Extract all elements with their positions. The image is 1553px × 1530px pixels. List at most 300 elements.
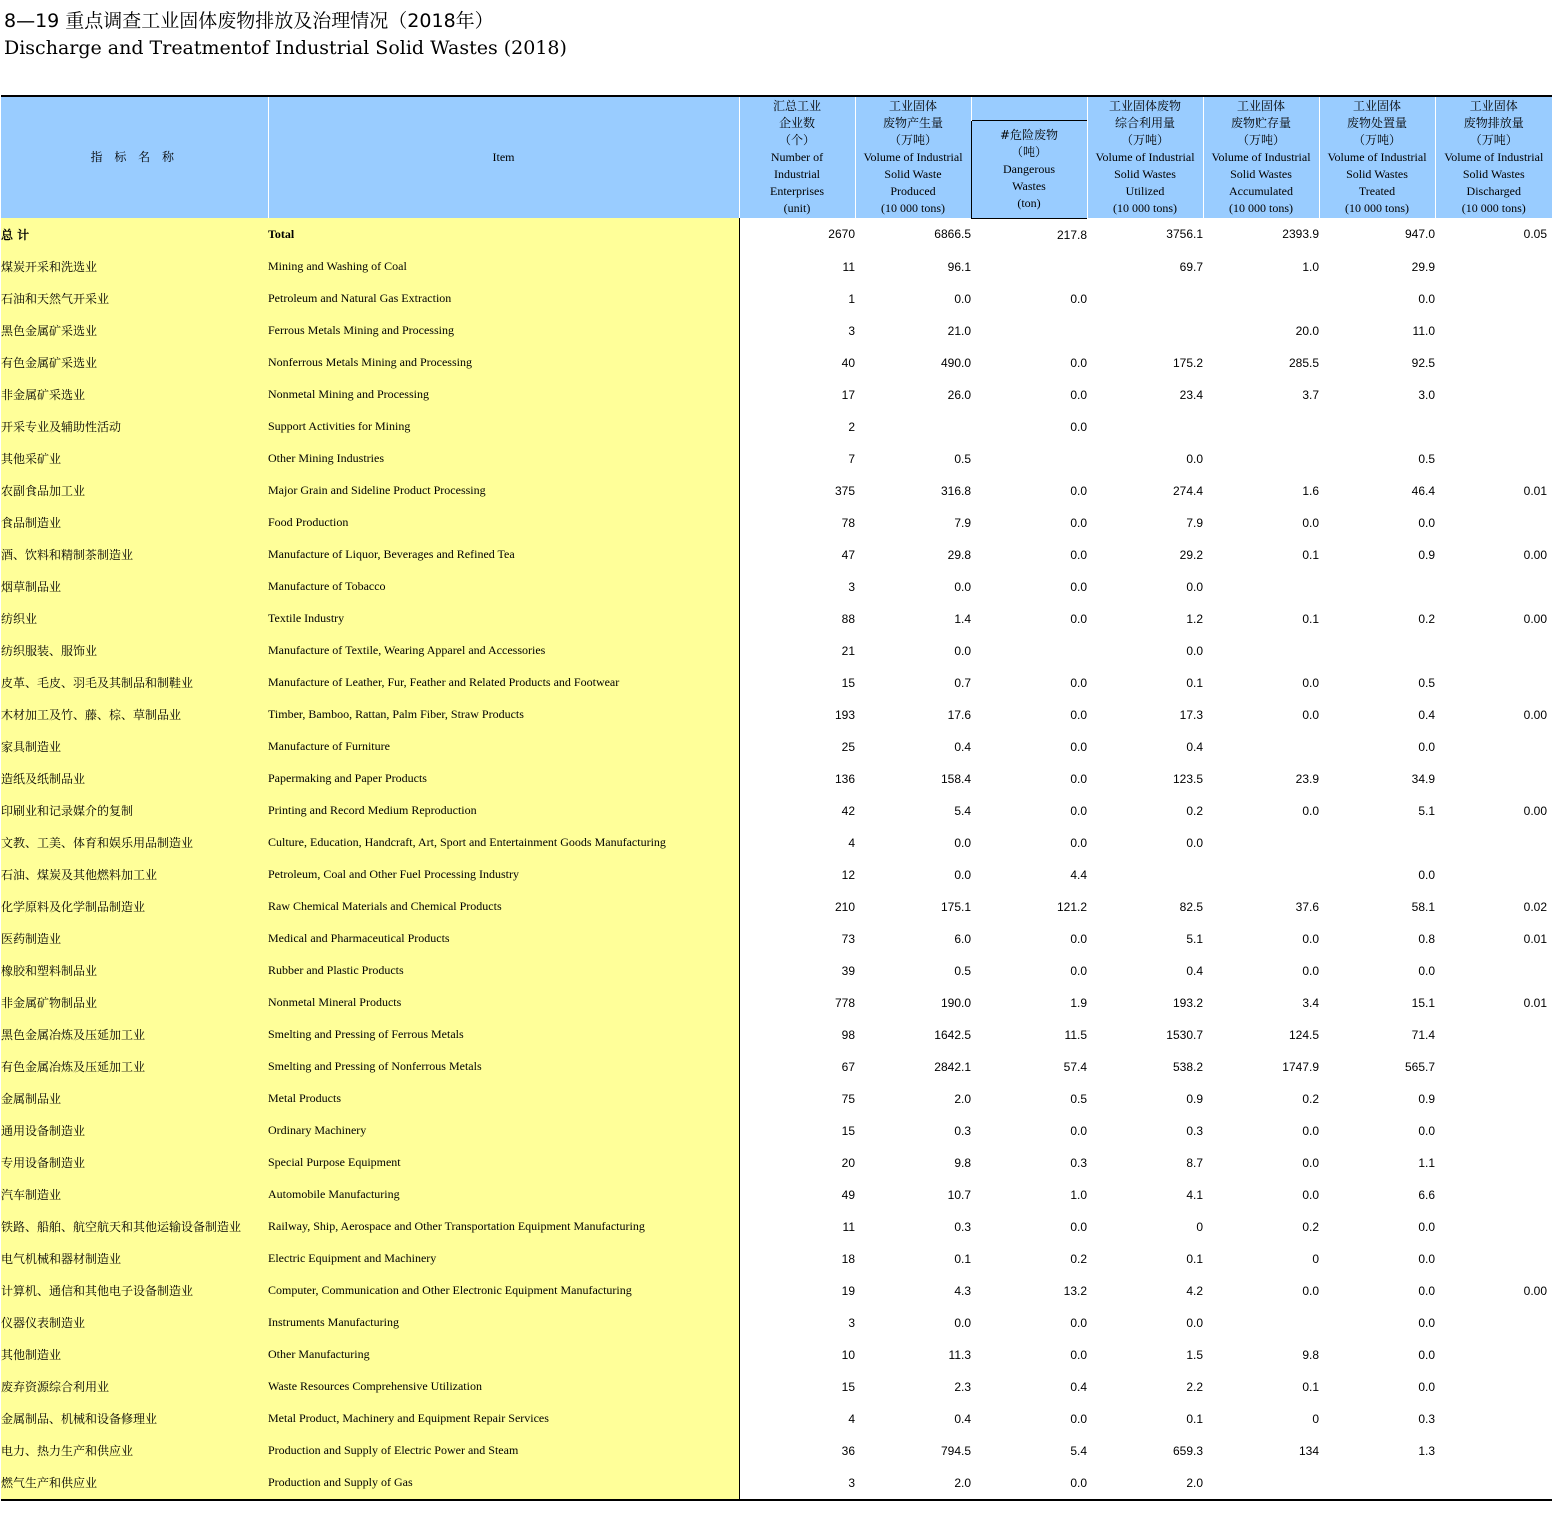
- row-label-cn: 总 计: [1, 218, 268, 251]
- row-label-en: Major Grain and Sideline Product Processing: [268, 475, 739, 507]
- row-label-cn: 食品制造业: [1, 507, 268, 539]
- cell-value: 0.1: [1186, 675, 1203, 690]
- row-label-en: Culture, Education, Handcraft, Art, Sport and Entertainment Goods Manufacturing: [268, 827, 739, 859]
- header-line: Produced: [890, 184, 936, 198]
- row-label-en: Food Production: [268, 507, 739, 539]
- table-row: [1, 635, 1552, 667]
- cell-value: 6.6: [1418, 1187, 1435, 1202]
- cell-value: 0.9: [1418, 1091, 1435, 1106]
- cell-value: 0.0: [1418, 1379, 1435, 1394]
- cell-value: 46.4: [1411, 483, 1435, 498]
- cell-value: [1203, 827, 1319, 859]
- cell-value: 0.0: [1302, 675, 1319, 690]
- cell-value: [1319, 827, 1435, 859]
- cell-value: [1435, 1467, 1552, 1500]
- row-label-en: Manufacture of Tobacco: [268, 571, 739, 603]
- cell-value: 0.0: [1418, 1251, 1435, 1266]
- cell-value: [1435, 635, 1552, 667]
- row-label-cn: 开采专业及辅助性活动: [1, 411, 268, 443]
- cell-value: 0.0: [1418, 1283, 1435, 1298]
- cell-value: 2: [848, 419, 855, 434]
- cell-value: 0.5: [954, 451, 971, 466]
- cell-value: 0.0: [1302, 707, 1319, 722]
- cell-value: [1087, 411, 1203, 443]
- row-label-en: Other Manufacturing: [268, 1339, 739, 1371]
- cell-value: [1435, 859, 1552, 891]
- cell-value: [1435, 1179, 1552, 1211]
- cell-value: 1.4: [954, 611, 971, 626]
- header-line: 工业固体: [1352, 99, 1401, 113]
- cell-value: [1435, 827, 1552, 859]
- row-label-en: Production and Supply of Gas: [268, 1467, 739, 1500]
- cell-value: 40: [841, 355, 855, 370]
- cell-value: 0.0: [1418, 515, 1435, 530]
- table-row: [1, 1435, 1552, 1467]
- table-row: [1, 1467, 1552, 1500]
- cell-value: 82.5: [1179, 899, 1203, 914]
- header-line: （万吨）: [888, 133, 937, 147]
- cell-value: 1.2: [1186, 611, 1203, 626]
- cell-value: 92.5: [1411, 355, 1435, 370]
- cell-value: 0.0: [1070, 1315, 1087, 1330]
- row-label-en: Automobile Manufacturing: [268, 1179, 739, 1211]
- cell-value: 3: [848, 579, 855, 594]
- table-row: [1, 283, 1552, 315]
- cell-value: 0.1: [1186, 1411, 1203, 1426]
- cell-value: 2.0: [954, 1091, 971, 1106]
- cell-value: 0.0: [1070, 675, 1087, 690]
- row-label-cn: 汽车制造业: [1, 1179, 268, 1211]
- header-line: Volume of Industrial: [1095, 150, 1195, 164]
- cell-value: 0.0: [1418, 739, 1435, 754]
- cell-value: 3: [739, 1467, 855, 1500]
- cell-value: 3756.1: [1166, 227, 1203, 242]
- cell-value: 21: [841, 643, 855, 658]
- cell-value: 1.5: [1186, 1347, 1203, 1362]
- row-label-en: Timber, Bamboo, Rattan, Palm Fiber, Straw Products: [268, 699, 739, 731]
- cell-value: 15: [841, 1379, 855, 1394]
- cell-value: 11.0: [1412, 323, 1435, 338]
- cell-value: [1435, 1243, 1552, 1275]
- row-label-en: Manufacture of Liquor, Beverages and Refined Tea: [268, 539, 739, 571]
- row-label-cn: 农副食品加工业: [1, 475, 268, 507]
- cell-value: [1435, 955, 1552, 987]
- row-label-en: Nonferrous Metals Mining and Processing: [268, 347, 739, 379]
- row-label-cn: 铁路、船舶、航空航天和其他运输设备制造业: [1, 1211, 268, 1243]
- cell-value: 0.4: [1186, 739, 1203, 754]
- cell-value: [1319, 571, 1435, 603]
- cell-value: 34.9: [1411, 771, 1435, 786]
- cell-value: 3: [848, 1315, 855, 1330]
- row-label-en: Smelting and Pressing of Nonferrous Metals: [268, 1051, 739, 1083]
- cell-value: 947.0: [1404, 227, 1435, 242]
- cell-value: [971, 443, 1087, 475]
- table-row: [1, 379, 1552, 411]
- cell-value: 0.2: [1302, 1091, 1319, 1106]
- table-row: [1, 1051, 1552, 1083]
- cell-value: 4: [848, 835, 855, 850]
- cell-value: 23.4: [1179, 387, 1203, 402]
- row-label-cn: 文教、工美、体育和娱乐用品制造业: [1, 827, 268, 859]
- row-label-en: Textile Industry: [268, 603, 739, 635]
- data-table: [1, 95, 1552, 1501]
- cell-value: 0.00: [1523, 611, 1547, 626]
- cell-value: 9.8: [954, 1155, 971, 1170]
- cell-value: 0.0: [1418, 1315, 1435, 1330]
- cell-value: 158.4: [940, 771, 971, 786]
- cell-value: 3: [848, 323, 855, 338]
- cell-value: 7: [848, 451, 855, 466]
- table-row: [1, 1275, 1552, 1307]
- table-row: [1, 1339, 1552, 1371]
- header-line: Wastes: [1012, 178, 1046, 193]
- cell-value: 0.0: [1186, 451, 1203, 466]
- header-dangerous: [971, 120, 1087, 218]
- cell-value: 0.4: [954, 1411, 971, 1426]
- cell-value: [1319, 635, 1435, 667]
- cell-value: 0: [1312, 1411, 1319, 1426]
- cell-value: 9.8: [1302, 1347, 1319, 1362]
- row-label-cn: 酒、饮料和精制茶制造业: [1, 539, 268, 571]
- header-line: Accumulated: [1229, 184, 1293, 198]
- cell-value: [1435, 251, 1552, 283]
- cell-value: [1435, 1019, 1552, 1051]
- header-line: #危险废物: [999, 127, 1059, 142]
- cell-value: 0.0: [1070, 387, 1087, 402]
- header-line: Volume of Industrial: [1211, 150, 1311, 164]
- row-label-en: Manufacture of Leather, Fur, Feather and Related Products and Footwear: [268, 667, 739, 699]
- header-line: (10 000 tons): [1461, 201, 1526, 215]
- row-label-en: Special Purpose Equipment: [268, 1147, 739, 1179]
- table-row: [1, 699, 1552, 731]
- row-label-en: Other Mining Industries: [268, 443, 739, 475]
- cell-value: 0.0: [1070, 515, 1087, 530]
- row-label-en: Medical and Pharmaceutical Products: [268, 923, 739, 955]
- table-row: [1, 251, 1552, 283]
- cell-value: [1435, 1371, 1552, 1403]
- cell-value: 19: [841, 1283, 855, 1298]
- cell-value: [1087, 315, 1203, 347]
- cell-value: 0.4: [1186, 963, 1203, 978]
- row-label-cn: 其他制造业: [1, 1339, 268, 1371]
- cell-value: 47: [841, 547, 855, 562]
- row-label-en: Electric Equipment and Machinery: [268, 1243, 739, 1275]
- table-row: [1, 763, 1552, 795]
- cell-value: 23.9: [1295, 771, 1319, 786]
- row-label-en: Manufacture of Furniture: [268, 731, 739, 763]
- cell-value: [1203, 1307, 1319, 1339]
- cell-value: 0.0: [1070, 579, 1087, 594]
- cell-value: 0.0: [1070, 291, 1087, 306]
- table-row: [1, 443, 1552, 475]
- cell-value: 121.2: [1056, 899, 1087, 914]
- table-row: [1, 411, 1552, 443]
- cell-value: 0.0: [1070, 1347, 1087, 1362]
- table-row: [1, 923, 1552, 955]
- cell-value: 0.4: [954, 739, 971, 754]
- cell-value: [971, 315, 1087, 347]
- cell-value: 0.0: [954, 867, 971, 882]
- header-line: Treated: [1358, 184, 1396, 198]
- table-row: [1, 475, 1552, 507]
- header-discharged: [1435, 96, 1552, 218]
- cell-value: 10.7: [947, 1187, 971, 1202]
- cell-value: 0.0: [1070, 355, 1087, 370]
- header-item-cn: 指 标 名 称: [1, 96, 268, 218]
- table-row: [1, 1307, 1552, 1339]
- cell-value: 8.7: [1186, 1155, 1203, 1170]
- cell-value: [1435, 347, 1552, 379]
- cell-value: [855, 411, 971, 443]
- cell-value: 1.9: [1070, 995, 1087, 1010]
- row-label-cn: 化学原料及化学制品制造业: [1, 891, 268, 923]
- cell-value: 0.3: [1418, 1411, 1435, 1426]
- cell-value: 0.0: [1186, 1315, 1203, 1330]
- header-line: (10 000 tons): [1229, 201, 1293, 215]
- cell-value: 29.9: [1411, 259, 1435, 274]
- cell-value: 0.0: [954, 579, 971, 594]
- cell-value: 0.0: [1070, 803, 1087, 818]
- row-label-en: Rubber and Plastic Products: [268, 955, 739, 987]
- cell-value: 0.5: [1418, 451, 1435, 466]
- row-label-en: Production and Supply of Electric Power and Steam: [268, 1435, 739, 1467]
- cell-value: 2.0: [1087, 1467, 1203, 1500]
- row-label-en: Metal Products: [268, 1083, 739, 1115]
- cell-value: 0.0: [1070, 1219, 1087, 1234]
- cell-value: [1435, 1403, 1552, 1435]
- cell-value: 4.1: [1186, 1187, 1203, 1202]
- row-label-cn: 纺织服装、服饰业: [1, 635, 268, 667]
- header-utilized: [1087, 96, 1203, 218]
- cell-value: 2.0: [855, 1467, 971, 1500]
- header-line: Discharged: [1466, 184, 1521, 198]
- cell-value: 0.9: [1186, 1091, 1203, 1106]
- cell-value: 0: [1196, 1219, 1203, 1234]
- cell-value: 136: [834, 771, 855, 786]
- cell-value: [971, 251, 1087, 283]
- cell-value: 5.4: [1070, 1443, 1087, 1458]
- cell-value: [971, 635, 1087, 667]
- cell-value: 0.01: [1523, 483, 1547, 498]
- cell-value: [1435, 731, 1552, 763]
- cell-value: 0.2: [1070, 1251, 1087, 1266]
- table-row: [1, 987, 1552, 1019]
- cell-value: 3.4: [1302, 995, 1319, 1010]
- cell-value: 0.0: [954, 643, 971, 658]
- cell-value: [1203, 411, 1319, 443]
- header-line: 汇总工业: [772, 99, 821, 113]
- cell-value: 0.2: [1186, 803, 1203, 818]
- cell-value: 0.0: [1302, 931, 1319, 946]
- cell-value: 0.0: [1070, 835, 1087, 850]
- header-line: Volume of Industrial: [863, 150, 963, 164]
- cell-value: 3.7: [1302, 387, 1319, 402]
- cell-value: 175.1: [940, 899, 971, 914]
- cell-value: [1435, 763, 1552, 795]
- row-label-cn: 印刷业和记录媒介的复制: [1, 795, 268, 827]
- cell-value: 2.2: [1186, 1379, 1203, 1394]
- cell-value: 0.0: [1418, 1347, 1435, 1362]
- cell-value: 0.0: [1186, 643, 1203, 658]
- row-label-en: Mining and Washing of Coal: [268, 251, 739, 283]
- table-row: [1, 1019, 1552, 1051]
- cell-value: 0.0: [1070, 931, 1087, 946]
- cell-value: 0.00: [1523, 547, 1547, 562]
- table-row: [1, 315, 1552, 347]
- row-label-cn: 黑色金属矿采选业: [1, 315, 268, 347]
- header-line: 工业固体: [1469, 99, 1518, 113]
- row-label-cn: 计算机、通信和其他电子设备制造业: [1, 1275, 268, 1307]
- cell-value: 0.9: [1418, 547, 1435, 562]
- cell-value: 11.5: [1064, 1027, 1087, 1042]
- cell-value: [1203, 571, 1319, 603]
- cell-value: 0.0: [954, 291, 971, 306]
- header-line: 废物贮存量: [1230, 116, 1291, 130]
- table-row: [1, 955, 1552, 987]
- row-label-en: Ordinary Machinery: [268, 1115, 739, 1147]
- header-line: 企业数: [778, 116, 815, 130]
- cell-value: 0.00: [1523, 1283, 1547, 1298]
- cell-value: 7.9: [954, 515, 971, 530]
- header-line: （个）: [778, 133, 815, 147]
- cell-value: 0.0: [1418, 963, 1435, 978]
- row-label-cn: 非金属矿采选业: [1, 379, 268, 411]
- cell-value: 88: [841, 611, 855, 626]
- cell-value: 6.0: [954, 931, 971, 946]
- cell-value: [1435, 1339, 1552, 1371]
- cell-value: 0.0: [954, 835, 971, 850]
- cell-value: 778: [834, 995, 855, 1010]
- row-label-cn: 家具制造业: [1, 731, 268, 763]
- header-line: Industrial: [774, 167, 820, 181]
- row-label-en: Petroleum, Coal and Other Fuel Processing Industry: [268, 859, 739, 891]
- cell-value: 5.4: [954, 803, 971, 818]
- cell-value: 0.00: [1523, 707, 1547, 722]
- cell-value: [1435, 667, 1552, 699]
- cell-value: 1: [848, 291, 855, 306]
- cell-value: 20: [841, 1155, 855, 1170]
- cell-value: 190.0: [940, 995, 971, 1010]
- cell-value: 316.8: [940, 483, 971, 498]
- cell-value: 0.0: [1070, 483, 1087, 498]
- cell-value: 0.0: [1070, 419, 1087, 434]
- cell-value: 0.1: [1302, 547, 1319, 562]
- row-label-cn: 废弃资源综合利用业: [1, 1371, 268, 1403]
- cell-value: 3.0: [1418, 387, 1435, 402]
- cell-value: 0.0: [1418, 291, 1435, 306]
- cell-value: [1435, 507, 1552, 539]
- row-label-en: Petroleum and Natural Gas Extraction: [268, 283, 739, 315]
- row-label-cn: 造纸及纸制品业: [1, 763, 268, 795]
- table-row: [1, 539, 1552, 571]
- cell-value: 1.3: [1418, 1443, 1435, 1458]
- cell-value: 2670: [828, 227, 855, 242]
- cell-value: 0.0: [1070, 707, 1087, 722]
- row-label-en: Printing and Record Medium Reproduction: [268, 795, 739, 827]
- row-label-cn: 通用设备制造业: [1, 1115, 268, 1147]
- header-line: （吨）: [1010, 144, 1047, 159]
- cell-value: 1.1: [1418, 1155, 1435, 1170]
- cell-value: 0.0: [1418, 1123, 1435, 1138]
- header-line: Number of: [770, 150, 824, 164]
- cell-value: 2393.9: [1282, 227, 1319, 242]
- header-line: (10 000 tons): [881, 201, 945, 215]
- row-label-en: Total: [268, 218, 739, 251]
- cell-value: 0.0: [954, 1315, 971, 1330]
- cell-value: [1435, 571, 1552, 603]
- row-label-cn: 纺织业: [1, 603, 268, 635]
- cell-value: 0.5: [1070, 1091, 1087, 1106]
- cell-value: 1747.9: [1282, 1059, 1319, 1074]
- cell-value: 0.0: [1070, 739, 1087, 754]
- cell-value: [1435, 1211, 1552, 1243]
- cell-value: 0.4: [1418, 707, 1435, 722]
- cell-value: 4.4: [1070, 867, 1087, 882]
- cell-value: 21.0: [947, 323, 971, 338]
- cell-value: 18: [841, 1251, 855, 1266]
- cell-value: 0.0: [1070, 547, 1087, 562]
- cell-value: 1.6: [1302, 483, 1319, 498]
- header-line: Solid Wastes: [1462, 167, 1525, 181]
- row-label-cn: 橡胶和塑料制品业: [1, 955, 268, 987]
- cell-value: 375: [834, 483, 855, 498]
- table-row: [1, 731, 1552, 763]
- cell-value: [1435, 283, 1552, 315]
- cell-value: 10: [841, 1347, 855, 1362]
- cell-value: [1435, 443, 1552, 475]
- cell-value: 5.1: [1418, 803, 1435, 818]
- cell-value: 0.8: [1418, 931, 1435, 946]
- header-line: （万吨）: [1236, 133, 1285, 147]
- cell-value: 0.3: [1186, 1123, 1203, 1138]
- cell-value: 134: [1298, 1443, 1319, 1458]
- row-label-cn: 煤炭开采和洗选业: [1, 251, 268, 283]
- cell-value: 210: [834, 899, 855, 914]
- cell-value: 75: [841, 1091, 855, 1106]
- header-line: Volume of Industrial: [1444, 150, 1544, 164]
- header-line: Volume of Industrial: [1327, 150, 1427, 164]
- cell-value: 217.8: [1056, 227, 1087, 242]
- cell-value: 0: [1312, 1251, 1319, 1266]
- cell-value: 57.4: [1063, 1059, 1087, 1074]
- cell-value: 0.0: [1070, 963, 1087, 978]
- cell-value: 0.3: [954, 1123, 971, 1138]
- header-line: Solid Wastes: [1114, 167, 1176, 181]
- cell-value: 0.0: [1418, 867, 1435, 882]
- header-line: 工业固体废物: [1108, 99, 1181, 113]
- cell-value: [1435, 315, 1552, 347]
- header-line: （万吨）: [1352, 133, 1401, 147]
- header-line: 废物排放量: [1463, 116, 1524, 130]
- header-line: (ton): [1017, 195, 1041, 210]
- cell-value: 29.2: [1179, 547, 1203, 562]
- cell-value: 73: [841, 931, 855, 946]
- table-row: [1, 571, 1552, 603]
- header-enterprises: [739, 96, 855, 218]
- header-line: 工业固体: [888, 99, 937, 113]
- cell-value: 0.1: [1302, 611, 1319, 626]
- row-label-cn: 燃气生产和供应业: [1, 1467, 268, 1500]
- cell-value: 25: [841, 739, 855, 754]
- row-label-cn: 烟草制品业: [1, 571, 268, 603]
- header-line: （万吨）: [1469, 133, 1518, 147]
- row-label-cn: 石油和天然气开采业: [1, 283, 268, 315]
- cell-value: 5.1: [1186, 931, 1203, 946]
- header-line: Dangerous: [1003, 161, 1055, 176]
- row-label-en: Papermaking and Paper Products: [268, 763, 739, 795]
- cell-value: [1203, 1467, 1319, 1500]
- cell-value: 0.0: [1186, 579, 1203, 594]
